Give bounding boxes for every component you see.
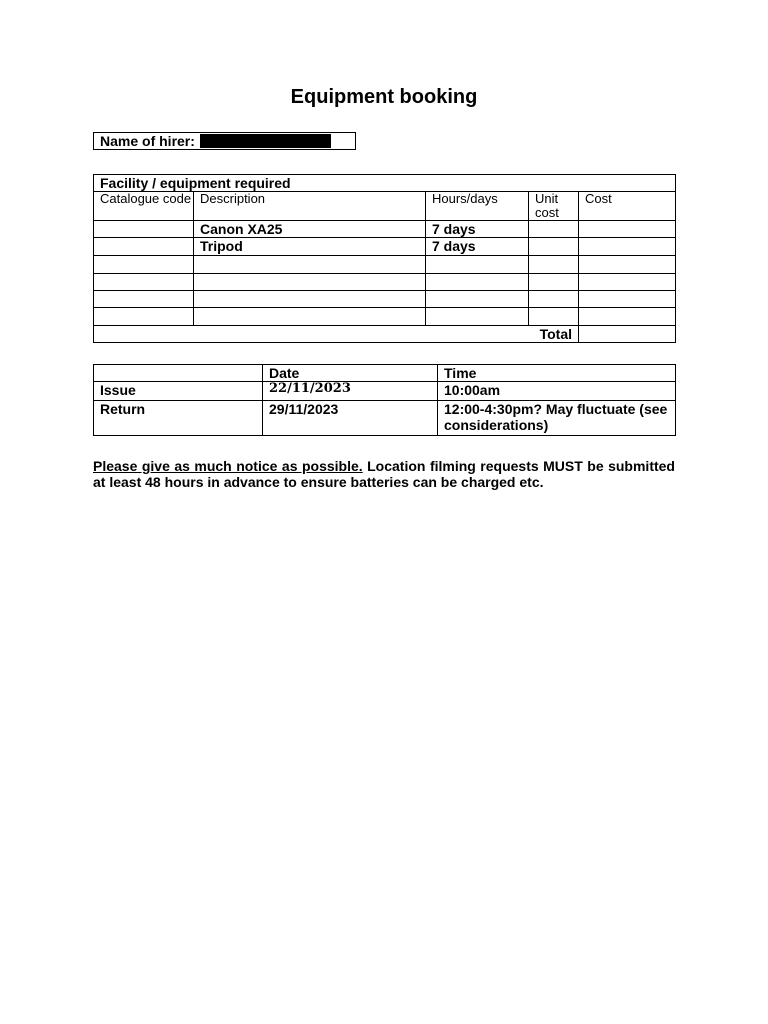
hours-days-cell[interactable] bbox=[426, 291, 529, 308]
unit-cost-cell[interactable] bbox=[529, 238, 579, 256]
hours-days-cell[interactable]: 7 days bbox=[426, 221, 529, 238]
table-row bbox=[94, 382, 676, 401]
unit-cost-cell[interactable] bbox=[529, 274, 579, 291]
catalogue-code-cell[interactable] bbox=[94, 238, 194, 256]
row-label-issue: Issue bbox=[94, 382, 263, 401]
hirer-name-field[interactable] bbox=[93, 132, 356, 150]
table-row bbox=[94, 291, 676, 308]
catalogue-code-cell[interactable] bbox=[94, 291, 194, 308]
notice-emphasis: Please give as much notice as possible. bbox=[93, 458, 363, 474]
schedule-table bbox=[93, 364, 676, 436]
row-label-return: Return bbox=[94, 401, 263, 436]
cost-cell[interactable] bbox=[579, 221, 676, 238]
column-header-description: Description bbox=[194, 192, 426, 221]
description-cell[interactable] bbox=[194, 256, 426, 274]
cost-cell[interactable] bbox=[579, 238, 676, 256]
notice-text: Location filming requests MUST be submitted at least 48 hours in advance to ensure batteries can be charged etc. bbox=[93, 458, 675, 490]
hours-days-cell[interactable]: 7 days bbox=[426, 238, 529, 256]
unit-cost-cell[interactable] bbox=[529, 221, 579, 238]
column-header-blank bbox=[94, 365, 263, 382]
description-cell[interactable] bbox=[194, 308, 426, 326]
column-header-unit-cost: Unit cost bbox=[529, 192, 579, 221]
catalogue-code-cell[interactable] bbox=[94, 256, 194, 274]
description-cell[interactable] bbox=[194, 274, 426, 291]
return-date-cell[interactable]: 29/11/2023 bbox=[263, 401, 438, 436]
table-row bbox=[94, 238, 676, 256]
column-header-catalogue-code: Catalogue code bbox=[94, 192, 194, 221]
hirer-label: Name of hirer: bbox=[100, 133, 195, 149]
column-header-date: Date bbox=[263, 365, 438, 382]
cost-cell[interactable] bbox=[579, 256, 676, 274]
cost-cell[interactable] bbox=[579, 291, 676, 308]
table-row bbox=[94, 401, 676, 436]
table-row bbox=[94, 256, 676, 274]
column-header-hours-days: Hours/days bbox=[426, 192, 529, 221]
equipment-section-header: Facility / equipment required bbox=[94, 175, 676, 192]
notice-paragraph bbox=[93, 458, 675, 490]
catalogue-code-cell[interactable] bbox=[94, 221, 194, 238]
return-time-cell[interactable]: 12:00-4:30pm? May fluctuate (see considerations) bbox=[438, 401, 676, 436]
column-header-cost: Cost bbox=[579, 192, 676, 221]
page-title: Equipment booking bbox=[290, 86, 478, 108]
hours-days-cell[interactable] bbox=[426, 256, 529, 274]
cost-cell[interactable] bbox=[579, 274, 676, 291]
issue-date-cell[interactable]: 22/11/2023 bbox=[263, 382, 438, 401]
issue-time-cell[interactable]: 10:00am bbox=[438, 382, 676, 401]
column-header-time: Time bbox=[438, 365, 676, 382]
table-row bbox=[94, 274, 676, 291]
total-value-cell[interactable] bbox=[579, 326, 676, 343]
table-row bbox=[94, 308, 676, 326]
catalogue-code-cell[interactable] bbox=[94, 274, 194, 291]
catalogue-code-cell[interactable] bbox=[94, 308, 194, 326]
hours-days-cell[interactable] bbox=[426, 308, 529, 326]
total-row bbox=[94, 326, 676, 343]
unit-cost-cell[interactable] bbox=[529, 291, 579, 308]
description-cell[interactable] bbox=[194, 291, 426, 308]
equipment-table bbox=[93, 174, 676, 343]
table-row bbox=[94, 221, 676, 238]
unit-cost-cell[interactable] bbox=[529, 308, 579, 326]
description-cell[interactable]: Canon XA25 bbox=[194, 221, 426, 238]
unit-cost-cell[interactable] bbox=[529, 256, 579, 274]
total-label: Total bbox=[94, 326, 579, 343]
hours-days-cell[interactable] bbox=[426, 274, 529, 291]
description-cell[interactable]: Tripod bbox=[194, 238, 426, 256]
cost-cell[interactable] bbox=[579, 308, 676, 326]
redacted-hirer-name bbox=[200, 134, 331, 148]
